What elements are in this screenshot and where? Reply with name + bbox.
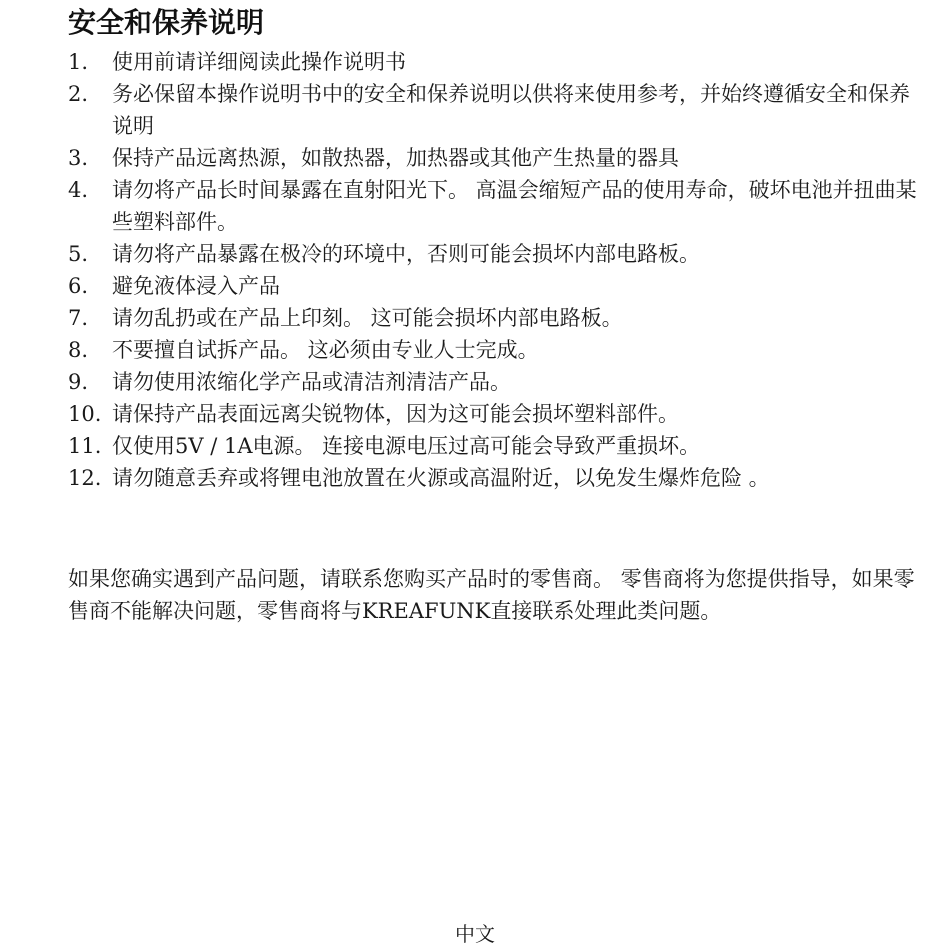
list-item [68,398,928,430]
list-item [68,142,928,174]
item-number: 1. [68,50,89,74]
list-item [68,270,928,302]
item-number: 4. [68,178,89,202]
item-text: 请保持产品表面远离尖锐物体，因为这可能会损坏塑料部件。 [112,402,679,426]
item-number: 9. [68,370,89,394]
item-text: 请勿随意丢弃或将锂电池放置在火源或高温附近，以免发生爆炸危险 。 [112,466,770,490]
page-footer-language: 中文 [455,922,495,946]
list-item [68,46,928,78]
item-text: 保持产品远离热源，如散热器，加热器或其他产生热量的器具 [112,146,679,170]
item-text: 请勿将产品长时间暴露在直射阳光下。 高温会缩短产品的使用寿命，破坏电池并扭曲某些塑料部件。 [112,178,917,234]
item-number: 5. [68,242,89,266]
list-item [68,174,928,238]
list-item [68,430,928,462]
item-number: 6. [68,274,89,298]
item-text: 不要擅自试拆产品。 这必须由专业人士完成。 [112,338,539,362]
item-number: 11. [68,434,102,458]
list-item [68,366,928,398]
safety-instructions-list [68,46,928,494]
item-number: 8. [68,338,89,362]
list-item [68,238,928,270]
item-number: 3. [68,146,89,170]
list-item [68,462,928,494]
item-text: 仅使用5V / 1A电源。 连接电源电压过高可能会导致严重损坏。 [112,434,701,458]
page-title: 安全和保养说明 [68,6,265,39]
item-text: 务必保留本操作说明书中的安全和保养说明以供将来使用参考，并始终遵循安全和保养说明 [112,82,910,138]
list-item [68,302,928,334]
item-text: 避免液体浸入产品 [112,274,280,298]
contact-retailer-paragraph: 如果您确实遇到产品问题，请联系您购买产品时的零售商。 零售商将为您提供指导，如果零售商不能解决问题，零售商将与KREAFUNK直接联系处理此类问题。 [68,567,915,623]
list-item [68,78,928,142]
item-number: 10. [68,402,102,426]
list-item [68,334,928,366]
item-number: 12. [68,466,102,490]
item-text: 请勿将产品暴露在极冷的环境中，否则可能会损坏内部电路板。 [112,242,700,266]
item-number: 7. [68,306,89,330]
item-text: 请勿使用浓缩化学产品或清洁剂清洁产品。 [112,370,511,394]
item-number: 2. [68,82,89,106]
item-text: 请勿乱扔或在产品上印刻。 这可能会损坏内部电路板。 [112,306,623,330]
item-text: 使用前请详细阅读此操作说明书 [112,50,406,74]
